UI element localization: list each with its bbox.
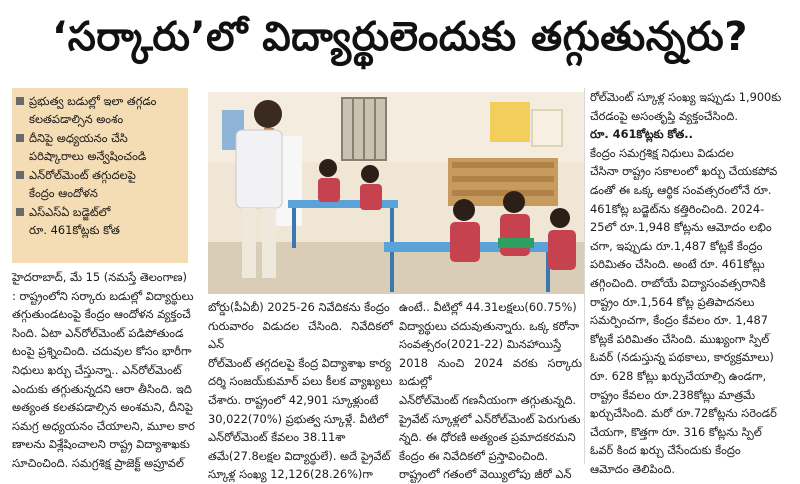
article-column-left: హైదరాబాద్, మే 15 (నమస్తే తెలంగాణ) : రాష్ట్రంలోని సర్కారు బడుల్లో విద్యార్థులు తగ్గుతుండటంపై కేంద్రం ఆందోళన వ్యక్తంచే సింది. ఏటా ఎన్‌రోల్‌మెంట్ పడిపోతుండ టంపై ప్రశ్నించింది. చదువుల కోసం భారీగా నిధులు ఖర్చు చేస్తున్నా.. ఎన్‌రోల్‌మెంట్ ఎందుకు తగ్గుతున్నదని ఆరా తీసింది. ఇది అత్యంత కలతపడాల్సిన అంశమని, దీనిపై సమగ్ర అధ్యయనం చేయాలని, మూల కార ణాలను విశ్లేషించాలని రాష్ట్ర విద్యాశాఖకు సూచించింది. సమగ్రశిక్ష ప్రాజెక్ట్ అప్రూవల్ — [12, 270, 195, 470]
highlight-text: ప్రభుత్వ బడుల్లో ఇలా తగ్గడం కలతపడాల్సిన అంశం — [29, 94, 157, 126]
highlight-text: ఎన్‌రోల్‌మెంట్ తగ్గుదలపై కేంద్రం ఆందోళన — [29, 168, 136, 200]
article-column-middle-2: ఉంటే.. వీటిల్లో 44.31లక్షలు(60.75%) విద్యార్థులు చదువుతున్నారు. ఒక్క కరోనా సంవత్సరం(2021-22) మినహాయిస్తే 2018 నుంచి 2024 వరకు సర్కారు బడుల్లో ఎన్‌రోల్‌మెంట్ గణనీయంగా తగ్గుతున్నది. ప్రైవేట్ స్కూళ్లలో ఎన్‌రోల్‌మెంట్ పెరుగుతు న్నది. ఈ ధోరణి అత్యంత ప్రమాదకరమని కేంద్రం ఈ నివేదికలో ప్రస్తావించింది. రాష్ట్రంలో గతంలో వెయ్యిలోపు జీరో ఎన్ — [399, 300, 582, 482]
bullet-square-icon — [16, 97, 24, 105]
article-column-middle-1: బోర్డు(పీఏబీ) 2025-26 నివేదికను కేంద్రం గురువారం విడుదల చేసింది. నివేదికలో ఎన్ రోల్‌మెంట్ తగ్గదలపై కేంద్ర విద్యాశాఖ కార్య దర్శి సంజయ్‌కుమార్ పలు కీలక వ్యాఖ్యలు చేశారు. రాష్ట్రంలో 42,901 స్కూళ్లుంటే 30,022(70%) ప్రభుత్వ స్కూళ్లే. వీటిలో ఎన్‌రోల్‌మెంట్ కేవలం 38.11శా తమే(27.8లక్షల విద్యార్థులే). అదే ప్రైవేట్ స్కూళ్ల సంఖ్య 12,126(28.26%)గా — [208, 300, 393, 482]
highlight-item — [16, 92, 184, 128]
highlight-text: దీనిపై అధ్యయనం చేసి పరిష్కారాలు అన్వేషించండి — [29, 131, 147, 163]
classroom-photo — [208, 92, 584, 294]
bullet-square-icon — [16, 208, 24, 216]
highlight-item — [16, 166, 184, 202]
highlight-item — [16, 129, 184, 165]
right-column-intro: రోల్‌మెంట్ స్కూళ్ల సంఖ్య ఇప్పుడు 1,900కు చేరడంపై అసంతృప్తి వ్యక్తంచేసింది. — [590, 90, 782, 123]
bullet-square-icon — [16, 171, 24, 179]
headline: ‘సర్కారు’లో విద్యార్థులెందుకు తగ్గుతున్నరు? — [52, 14, 748, 60]
article-column-right — [590, 88, 794, 476]
highlight-item — [16, 203, 184, 239]
right-column-body: కేంద్రం సమగ్రశిక్ష నిధులు విడుదల చేసినా రాష్ట్రం సకాలంలో ఖర్చు చేయకపోవ డంతో ఈ ఒక్క ఆర్థిక సంవత్సరంలోనే రూ. 461కోట్ల బడ్జెట్‌ను కత్తిరించింది. 2024- 25లో రూ.1,948 కోట్లను ఆమోదం లభిం చగా, ఇప్పుడు రూ.1,487 కోట్లకే కేంద్రం పరిమితం చేసింది. అంటే రూ. 461కోట్లు తగ్గించింది. రాబోయే విద్యాసంవత్సరానికి రాష్ట్రం రూ.1,564 కోట్ల ప్రతిపాదనలు సమర్పించగా, కేంద్రం కేవలం రూ. 1,487 కోట్లకే పరిమితం చేసింది. ముఖ్యంగా స్పిల్ ఓవర్ (నడుస్తున్న పథకాలు, కార్యక్రమాలు) రూ. 628 కోట్లు ఖర్చుచేయాల్సి ఉండగా, రాష్ట్రం కేవలం రూ.238కోట్లు మాత్రమే ఖర్చుచేసింది. మరో రూ.72కోట్లను సరెండర్ చేయగా, కొత్తగా రూ. 316 కోట్లను స్పిల్ ఓవర్ కింద ఖర్చు చేసేందుకు కేంద్రం ఆమోదం తెలిపింది. — [590, 145, 778, 476]
subheading: రూ. 461కోట్లకు కోత.. — [590, 127, 693, 142]
highlight-text: ఎస్ఎస్ఏ బడ్జెట్‌లో రూ. 461కోట్లకు కోత — [29, 205, 120, 237]
bullet-square-icon — [16, 134, 24, 142]
column-divider — [584, 88, 585, 464]
highlights-box — [12, 88, 188, 263]
